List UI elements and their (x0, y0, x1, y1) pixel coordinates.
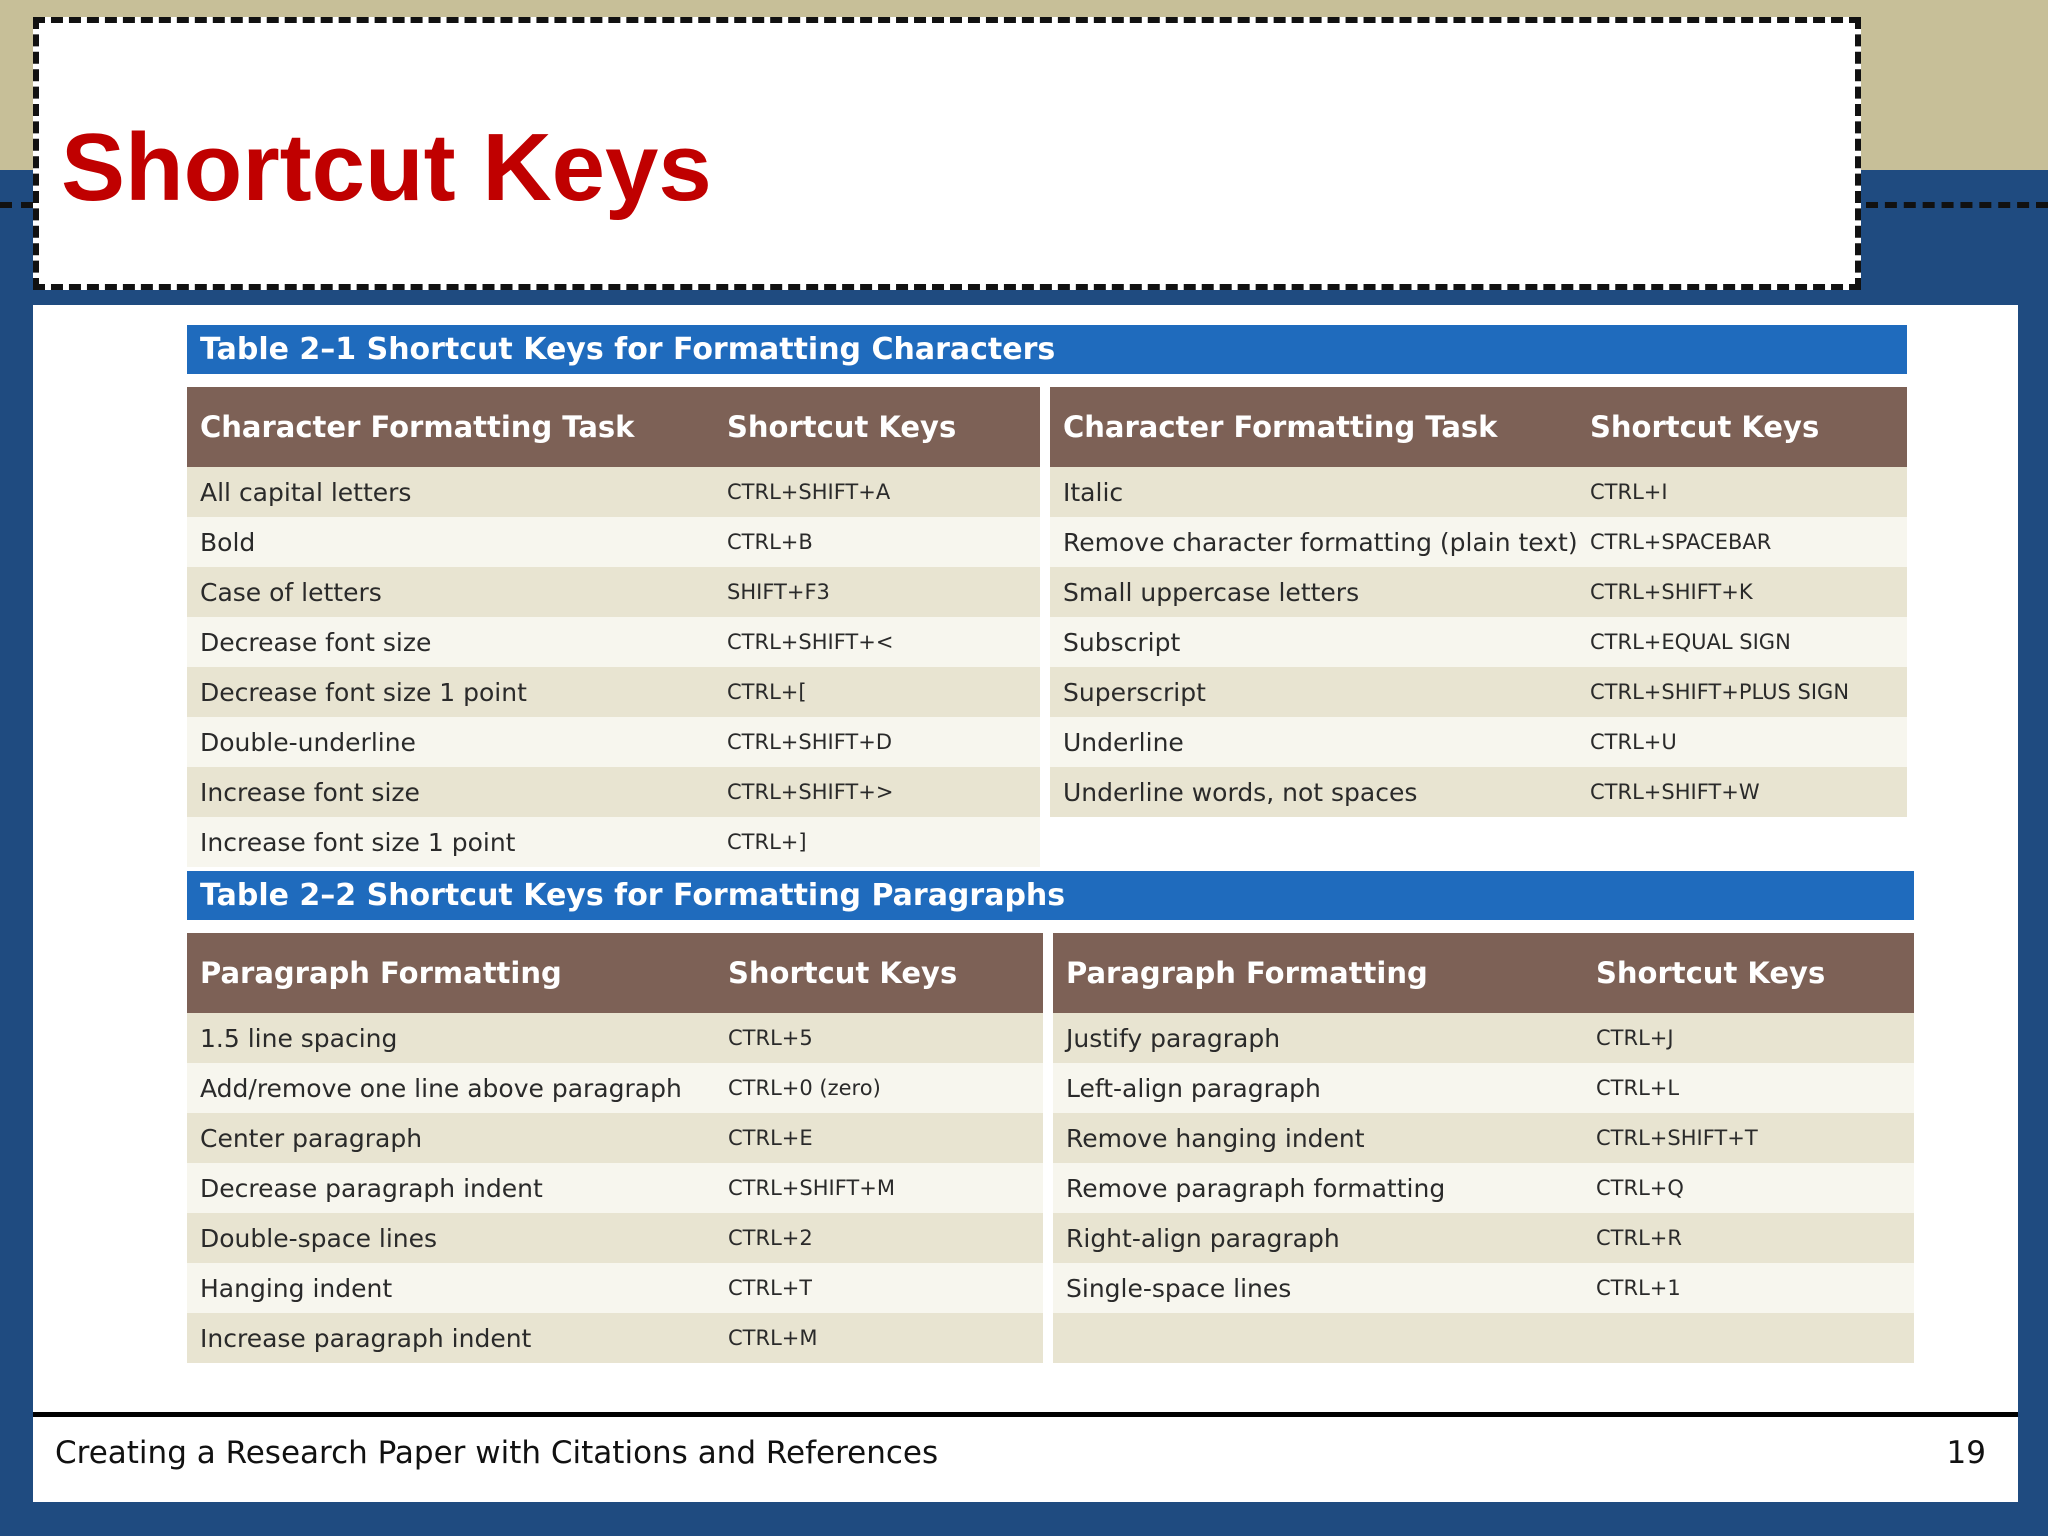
task-cell: Decrease font size (200, 627, 432, 657)
shortcut-cell: CTRL+SHIFT+K (1590, 580, 1753, 604)
shortcut-cell: CTRL+SHIFT+M (728, 1176, 895, 1200)
table-row (187, 1313, 1043, 1363)
table-row (187, 1013, 1043, 1063)
table-row (1050, 667, 1907, 717)
table-row (1053, 1013, 1914, 1063)
dashed-line-left (0, 202, 33, 208)
task-cell: Underline (1063, 727, 1184, 757)
shortcut-cell: CTRL+SHIFT+A (727, 480, 891, 504)
task-cell: Remove paragraph formatting (1066, 1173, 1446, 1203)
table-2-left-panel (187, 933, 1043, 1363)
header-shortcut: Shortcut Keys (728, 956, 958, 990)
table-row (187, 467, 1040, 517)
table-row (187, 667, 1040, 717)
header-task: Paragraph Formatting (1066, 956, 1428, 990)
task-cell: 1.5 line spacing (200, 1023, 398, 1053)
table-1-right-panel (1050, 387, 1907, 817)
shortcut-cell: CTRL+SPACEBAR (1590, 530, 1772, 554)
shortcut-cell: CTRL+Q (1596, 1176, 1684, 1200)
table-row (1053, 1213, 1914, 1263)
shortcut-cell: CTRL+B (727, 530, 813, 554)
shortcut-cell: CTRL+M (728, 1326, 818, 1350)
shortcut-cell: CTRL+SHIFT+T (1596, 1126, 1758, 1150)
table-2-right-header (1053, 933, 1914, 1013)
shortcut-cell: CTRL+1 (1596, 1276, 1681, 1300)
task-cell: Add/remove one line above paragraph (200, 1073, 682, 1103)
task-cell: Bold (200, 527, 256, 557)
task-cell: Decrease paragraph indent (200, 1173, 543, 1203)
task-cell: Left-align paragraph (1066, 1073, 1321, 1103)
table-row (187, 617, 1040, 667)
table-2-left-header (187, 933, 1043, 1013)
slide-footer (33, 1417, 2018, 1502)
task-cell: Center paragraph (200, 1123, 423, 1153)
task-cell: Small uppercase letters (1063, 577, 1360, 607)
shortcut-cell: CTRL+L (1596, 1076, 1680, 1100)
table-row (1050, 717, 1907, 767)
task-cell: Case of letters (200, 577, 382, 607)
table-row-empty (1053, 1313, 1914, 1363)
shortcut-cell: CTRL+5 (728, 1026, 813, 1050)
table-row (1053, 1263, 1914, 1313)
title-placeholder (33, 17, 1861, 290)
task-cell: Double-underline (200, 727, 416, 757)
table-row (187, 1113, 1043, 1163)
shortcut-cell: CTRL+SHIFT+D (727, 730, 892, 754)
task-cell: All capital letters (200, 477, 412, 507)
shortcut-cell: CTRL+I (1590, 480, 1668, 504)
task-cell: Subscript (1063, 627, 1181, 657)
shortcut-cell: CTRL+EQUAL SIGN (1590, 630, 1791, 654)
table-row (1053, 1163, 1914, 1213)
table-row (1050, 617, 1907, 667)
table-row (1050, 567, 1907, 617)
table-row (187, 1063, 1043, 1113)
task-cell: Increase font size 1 point (200, 827, 516, 857)
content-area (33, 305, 2018, 1414)
task-cell: Single-space lines (1066, 1273, 1292, 1303)
header-task: Paragraph Formatting (200, 956, 562, 990)
header-task: Character Formatting Task (200, 410, 635, 444)
table-row (187, 817, 1040, 867)
dashed-line-right (1866, 202, 2048, 208)
table-row (1050, 767, 1907, 817)
table-row (187, 1263, 1043, 1313)
shortcut-cell: CTRL+SHIFT+PLUS SIGN (1590, 680, 1850, 704)
shortcut-cell: CTRL+SHIFT+W (1590, 780, 1760, 804)
shortcut-cell: CTRL+J (1596, 1026, 1674, 1050)
footer-text: Creating a Research Paper with Citations and References (55, 1435, 939, 1471)
shortcut-cell: CTRL+T (728, 1276, 813, 1300)
shortcut-cell: CTRL+R (1596, 1226, 1682, 1250)
table-row (1050, 467, 1907, 517)
shortcut-cell: CTRL+] (727, 830, 807, 854)
table-1-left-panel (187, 387, 1040, 867)
task-cell: Increase paragraph indent (200, 1323, 532, 1353)
task-cell: Double-space lines (200, 1223, 438, 1253)
table-2-caption: Table 2–2 Shortcut Keys for Formatting Paragraphs (187, 871, 1914, 920)
shortcut-cell: SHIFT+F3 (727, 580, 830, 604)
table-row (1050, 517, 1907, 567)
header-shortcut: Shortcut Keys (727, 410, 957, 444)
task-cell: Right-align paragraph (1066, 1223, 1340, 1253)
slide-title: Shortcut Keys (61, 114, 712, 221)
table-row (187, 517, 1040, 567)
task-cell: Hanging indent (200, 1273, 393, 1303)
table-1-right-header (1050, 387, 1907, 467)
table-row (187, 767, 1040, 817)
table-row (1053, 1063, 1914, 1113)
task-cell: Remove hanging indent (1066, 1123, 1365, 1153)
shortcut-cell: CTRL+SHIFT+< (727, 630, 894, 654)
task-cell: Remove character formatting (plain text) (1063, 527, 1578, 557)
table-row (187, 717, 1040, 767)
task-cell: Superscript (1063, 677, 1206, 707)
table-1-left-header (187, 387, 1040, 467)
table-row (187, 1213, 1043, 1263)
shortcut-cell: CTRL+2 (728, 1226, 813, 1250)
task-cell: Underline words, not spaces (1063, 777, 1418, 807)
shortcut-cell: CTRL+U (1590, 730, 1677, 754)
header-shortcut: Shortcut Keys (1596, 956, 1826, 990)
shortcut-cell: CTRL+[ (727, 680, 807, 704)
shortcut-cell: CTRL+0 (zero) (728, 1076, 881, 1100)
task-cell: Italic (1063, 477, 1124, 507)
header-task: Character Formatting Task (1063, 410, 1498, 444)
page-number: 19 (1946, 1435, 1986, 1471)
table-2-right-panel (1053, 933, 1914, 1363)
task-cell: Justify paragraph (1066, 1023, 1281, 1053)
table-row (187, 567, 1040, 617)
table-1-caption: Table 2–1 Shortcut Keys for Formatting Characters (187, 325, 1907, 374)
shortcut-cell: CTRL+SHIFT+> (727, 780, 894, 804)
task-cell: Decrease font size 1 point (200, 677, 527, 707)
shortcut-cell: CTRL+E (728, 1126, 813, 1150)
table-row (187, 1163, 1043, 1213)
header-shortcut: Shortcut Keys (1590, 410, 1820, 444)
task-cell: Increase font size (200, 777, 420, 807)
table-row (1053, 1113, 1914, 1163)
